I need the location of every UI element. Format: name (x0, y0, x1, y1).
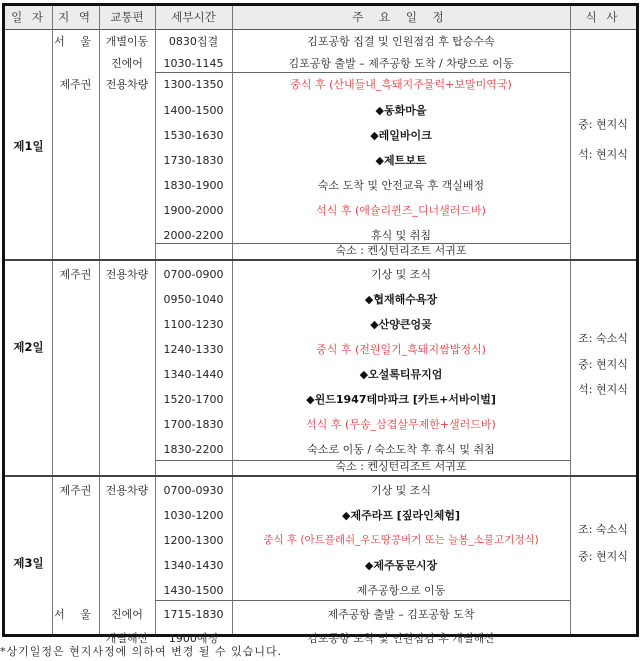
region-cell: 서 울 (54, 608, 97, 621)
time-cell: 1100-1230 (163, 318, 224, 331)
itinerary-table (2, 3, 639, 645)
meal-lunch: 중: 현지식 (578, 550, 628, 563)
schedule-cell: 숙소 도착 및 안전교육 후 객실배정 (317, 179, 485, 192)
header-meals: 식 사 (585, 10, 621, 24)
region-cell: 서 울 (54, 35, 97, 48)
schedule-cell-attraction: ◆동화마을 (375, 104, 427, 117)
schedule-cell: 김포공항 집결 및 인원점검 후 탑승수속 (307, 35, 495, 48)
day-divider (5, 475, 636, 477)
schedule-cell: 기상 및 조식 (370, 484, 432, 497)
header-time: 세부시간 (171, 10, 216, 24)
meal-dinner: 석: 현지식 (578, 148, 628, 161)
time-cell: 1300-1350 (163, 78, 224, 91)
meal-dinner: 석: 현지식 (578, 383, 628, 396)
schedule-cell: 제주공항 출발 – 김포공항 도착 (327, 608, 475, 621)
time-cell: 1730-1830 (163, 154, 224, 167)
meal-lunch: 중: 현지식 (578, 358, 628, 371)
day-label: 제2일 (13, 340, 44, 354)
schedule-cell-meal: 석식 후 (무송_삼겹살무제한+샐러드바) (306, 418, 496, 431)
schedule-cell-attraction: ◆윈드1947테마파크 [카트+서바이벌] (306, 393, 496, 406)
time-cell: 1430-1500 (163, 584, 224, 597)
meal-breakfast: 조: 숙소식 (578, 523, 628, 536)
schedule-cell: 김포공항 도착 및 인원점검 후 개별해산 (307, 632, 495, 645)
time-cell: 1900-2000 (163, 204, 224, 217)
schedule-cell-meal: 중식 후 (전원일기_흑돼지쌈밥정식) (316, 343, 486, 356)
header-schedule: 주 요 일 정 (352, 10, 450, 24)
transport-cell: 진에어 (111, 57, 143, 70)
col-divider (570, 6, 571, 634)
schedule-cell-attraction: ◆레일바이크 (370, 129, 432, 142)
time-cell: 1340-1430 (163, 559, 224, 572)
time-cell: 0700-0930 (163, 484, 224, 497)
time-cell: 2000-2200 (163, 229, 224, 242)
schedule-cell-attraction: ◆제트보트 (375, 154, 427, 167)
time-cell: 0950-1040 (163, 293, 224, 306)
schedule-cell-attraction: ◆제주라프 [짚라인체험] (342, 509, 460, 522)
schedule-cell: 휴식 및 취침 (370, 229, 432, 242)
schedule-cell-attraction: ◆제주동문시장 (364, 559, 438, 572)
time-cell: 1700-1830 (163, 418, 224, 431)
time-cell: 1240-1330 (163, 343, 224, 356)
schedule-cell-attraction: ◆오설록티뮤지엄 (359, 368, 443, 381)
schedule-cell: 숙소로 이동 / 숙소도착 후 휴식 및 취침 (307, 443, 495, 456)
region-cell: 제주권 (59, 268, 92, 281)
time-cell: 1030-1145 (163, 57, 224, 70)
lodging-cell: 숙소 : 켄싱턴리조트 서귀포 (335, 244, 467, 257)
time-cell: 1900예정 (168, 632, 219, 645)
time-cell: 1520-1700 (163, 393, 224, 406)
schedule-cell-meal: 중식 후 (아트플래쉬_우도땅콩버거 또는 늘봄_소불고기정식) (263, 534, 539, 546)
schedule-cell-attraction: ◆산양큰엉곶 (370, 318, 432, 331)
header-date: 일 자 (11, 10, 46, 24)
time-cell: 0700-0900 (163, 268, 224, 281)
time-cell: 1400-1500 (163, 104, 224, 117)
time-cell: 1830-1900 (163, 179, 224, 192)
region-cell: 제주권 (59, 78, 92, 91)
col-divider (52, 6, 53, 634)
time-cell: 1715-1830 (163, 608, 224, 621)
schedule-cell-meal: 석식 후 (애슐리퀸즈_디너샐러드바) (316, 204, 486, 217)
footnote: *상기일정은 현지사정에 의하여 변경 될 수 있습니다. (0, 645, 283, 658)
header-transport: 교통편 (110, 10, 144, 24)
transport-cell: 전용차량 (105, 484, 149, 497)
schedule-cell-meal: 중식 후 (산내들내_흑돼지주물럭+보말미역국) (290, 78, 512, 91)
time-cell: 1030-1200 (163, 509, 224, 522)
transport-cell: 전용차량 (105, 78, 149, 91)
schedule-cell: 기상 및 조식 (370, 268, 432, 281)
meal-lunch: 중: 현지식 (578, 118, 628, 131)
time-cell: 1830-2200 (163, 443, 224, 456)
col-divider (99, 6, 100, 634)
time-cell: 1200-1300 (163, 534, 224, 547)
row-divider (155, 600, 570, 601)
schedule-cell-attraction: ◆협재해수욕장 (364, 293, 438, 306)
schedule-cell: 김포공항 출발 – 제주공항 도착 / 차량으로 이동 (288, 57, 514, 70)
day-label: 제3일 (13, 556, 44, 570)
day-label: 제1일 (13, 139, 44, 153)
lodging-cell: 숙소 : 켄싱턴리조트 서귀포 (335, 460, 467, 473)
transport-cell: 전용차량 (105, 268, 149, 281)
header-region: 지 역 (58, 10, 93, 24)
transport-cell: 진에어 (111, 608, 143, 621)
time-cell: 1340-1440 (163, 368, 224, 381)
time-cell: 0830집결 (168, 35, 219, 48)
meal-breakfast: 조: 숙소식 (578, 332, 628, 345)
time-cell: 1530-1630 (163, 129, 224, 142)
day-divider (5, 259, 636, 261)
transport-cell: 개별이동 (105, 35, 149, 48)
schedule-cell: 제주공항으로 이동 (356, 584, 446, 597)
region-cell: 제주권 (59, 484, 92, 497)
transport-cell: 개별해산 (105, 632, 149, 645)
